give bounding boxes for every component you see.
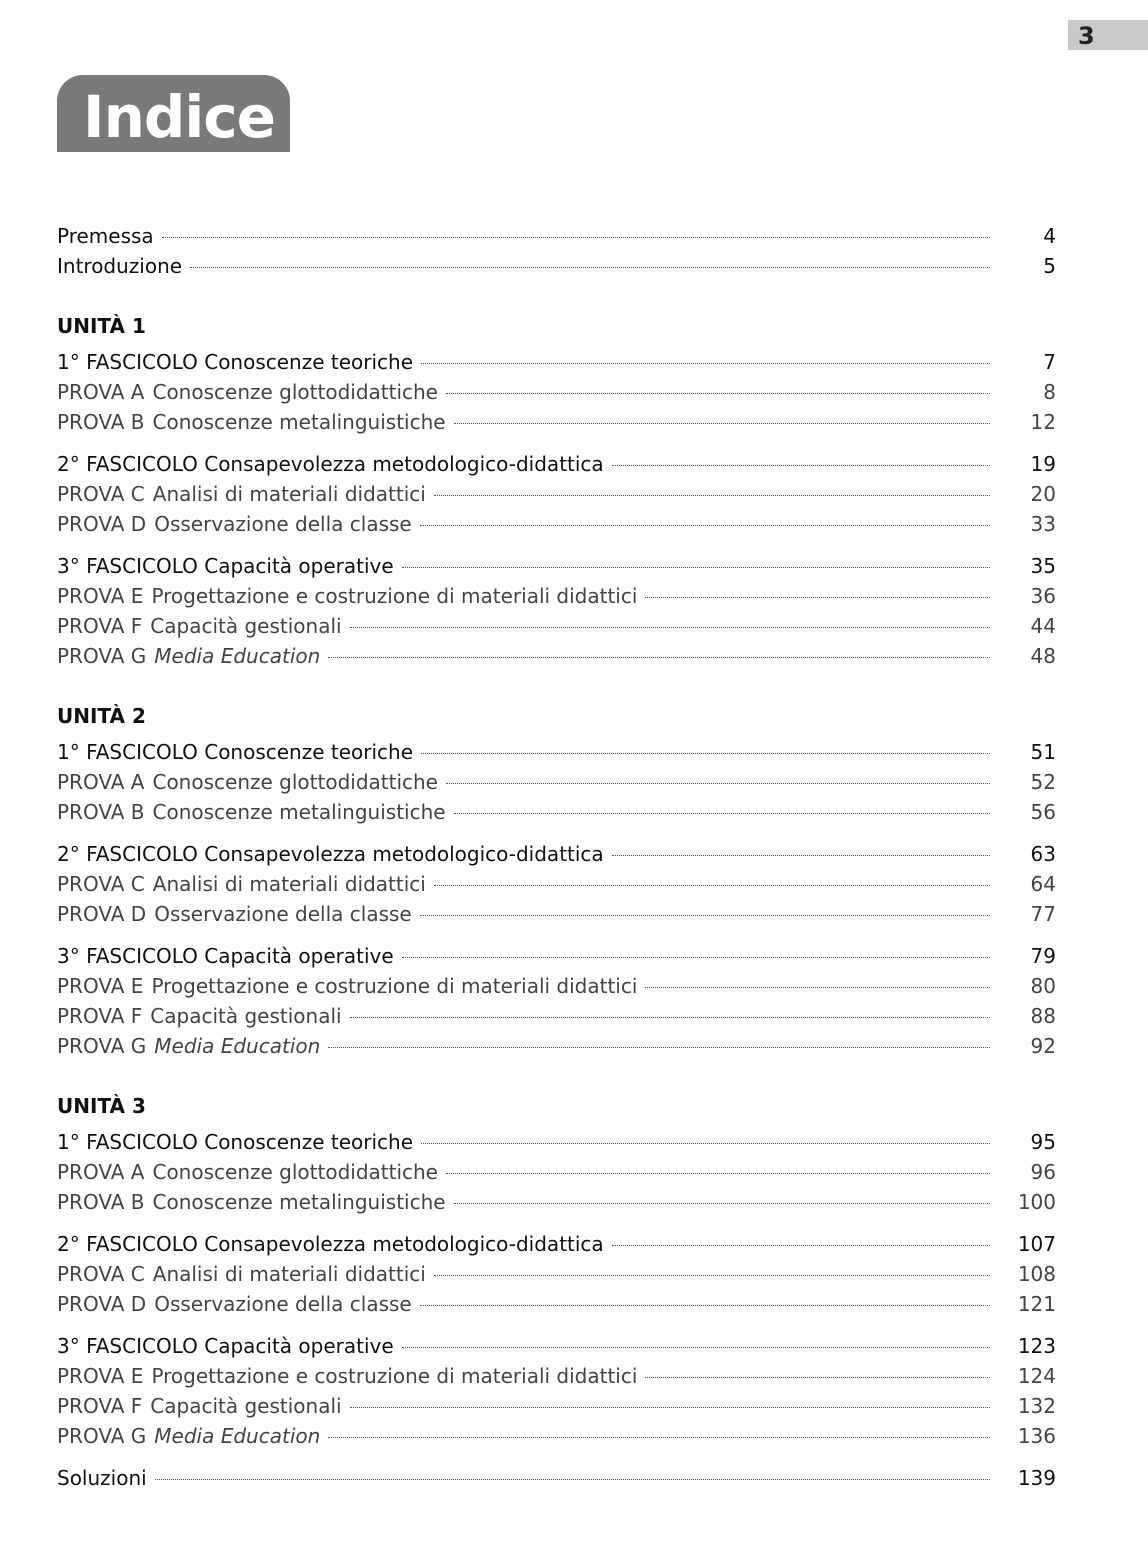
- toc-entry-label: [57, 1391, 342, 1421]
- unit-heading: UNITÀ 1: [57, 314, 146, 338]
- prova-code: PROVA B: [57, 410, 145, 434]
- toc-entry-label: [57, 869, 426, 899]
- toc-entry-label: [57, 1259, 426, 1289]
- toc-entry-label: Introduzione: [57, 254, 183, 278]
- toc-entry-page: 63: [1030, 842, 1056, 866]
- prova-title: Osservazione della classe: [154, 512, 412, 536]
- prova-title: Conoscenze metalinguistiche: [152, 1190, 446, 1214]
- toc-entry-prova[interactable]: [57, 581, 1056, 611]
- dot-leader: [645, 1376, 990, 1378]
- prova-title: Progettazione e costruzione di materiali didattici: [151, 584, 638, 608]
- dot-leader: [328, 656, 990, 658]
- toc-entry-label: 3° FASCICOLO Capacità operative: [57, 944, 394, 968]
- prova-code: PROVA G: [57, 644, 147, 668]
- toc-entry-label: [57, 479, 426, 509]
- toc-entry-prova[interactable]: [57, 869, 1056, 899]
- toc-entry-prova[interactable]: [57, 377, 1056, 407]
- toc-entry-page: 124: [1017, 1364, 1056, 1388]
- dot-leader: [350, 1406, 990, 1408]
- prova-code: PROVA A: [57, 380, 145, 404]
- toc-entry-fascicolo[interactable]: [57, 1331, 1056, 1361]
- prova-code: PROVA D: [57, 1292, 147, 1316]
- toc-entry-page: 136: [1017, 1424, 1056, 1448]
- prova-code: PROVA C: [57, 1262, 145, 1286]
- toc-entry-page: 92: [1030, 1034, 1056, 1058]
- toc-entry-page: 33: [1030, 512, 1056, 536]
- page-title: Indice: [57, 75, 290, 152]
- dot-leader: [421, 752, 990, 754]
- page-number-tab: 3: [1068, 20, 1148, 50]
- toc-entry-fascicolo[interactable]: [57, 839, 1056, 869]
- prova-code: PROVA G: [57, 1424, 147, 1448]
- prova-code: PROVA B: [57, 800, 145, 824]
- toc-entry-label: [57, 509, 412, 539]
- toc-entry-label: 2° FASCICOLO Consapevolezza metodologico-didattica: [57, 842, 604, 866]
- toc-entry-label: [57, 1289, 412, 1319]
- prova-code: PROVA E: [57, 974, 144, 998]
- dot-leader: [350, 626, 990, 628]
- toc-entry-page: 20: [1030, 482, 1056, 506]
- prova-title: Osservazione della classe: [154, 902, 412, 926]
- prova-title: Conoscenze metalinguistiche: [152, 410, 446, 434]
- toc-entry-label: [57, 611, 342, 641]
- toc-entry-prova[interactable]: [57, 611, 1056, 641]
- prova-code: PROVA C: [57, 482, 145, 506]
- prova-title: Analisi di materiali didattici: [152, 482, 426, 506]
- toc-entry-page: 96: [1030, 1160, 1056, 1184]
- dot-leader: [420, 524, 990, 526]
- toc-entry-page: 51: [1030, 740, 1056, 764]
- toc-entry-page: 48: [1030, 644, 1056, 668]
- toc-entry-page: 139: [1017, 1466, 1056, 1490]
- toc-entry-prova[interactable]: [57, 1361, 1056, 1391]
- toc-entry-label: [57, 407, 446, 437]
- toc-entry-label: [57, 1187, 446, 1217]
- toc-entry-label: 1° FASCICOLO Conoscenze teoriche: [57, 1130, 414, 1154]
- prova-title: Analisi di materiali didattici: [152, 872, 426, 896]
- toc-entry-page: 132: [1017, 1394, 1056, 1418]
- toc-entry-label: [57, 1421, 320, 1451]
- toc-entry-soluzioni[interactable]: [57, 1463, 1056, 1493]
- toc-entry-prova[interactable]: [57, 1289, 1056, 1319]
- prova-title: Conoscenze metalinguistiche: [152, 800, 446, 824]
- toc-entry-prova[interactable]: [57, 509, 1056, 539]
- dot-leader: [328, 1436, 990, 1438]
- dot-leader: [434, 884, 990, 886]
- toc-entry-prova[interactable]: [57, 641, 1056, 671]
- prova-code: PROVA F: [57, 1394, 143, 1418]
- dot-leader: [645, 986, 990, 988]
- toc-entry-label: Premessa: [57, 224, 154, 248]
- dot-leader: [454, 422, 990, 424]
- dot-leader: [190, 266, 990, 268]
- toc-entry-prova[interactable]: [57, 1187, 1056, 1217]
- toc-entry-label: [57, 641, 320, 671]
- toc-entry-prova[interactable]: [57, 971, 1056, 1001]
- toc-entry-label: 2° FASCICOLO Consapevolezza metodologico-didattica: [57, 452, 604, 476]
- dot-leader: [434, 1274, 990, 1276]
- toc-entry-label: Soluzioni: [57, 1466, 147, 1490]
- toc-entry-page: 12: [1030, 410, 1056, 434]
- prova-title: Progettazione e costruzione di materiali didattici: [151, 1364, 638, 1388]
- toc-entry-page: 64: [1030, 872, 1056, 896]
- toc-entry-page: 79: [1030, 944, 1056, 968]
- dot-leader: [434, 494, 990, 496]
- toc-entry-fascicolo[interactable]: [57, 1127, 1056, 1157]
- toc-entry-label: [57, 767, 438, 797]
- toc-entry-label: [57, 581, 637, 611]
- toc-entry-page: 88: [1030, 1004, 1056, 1028]
- dot-leader: [402, 956, 990, 958]
- prova-code: PROVA D: [57, 512, 147, 536]
- toc-entry-page: 7: [1043, 350, 1056, 374]
- dot-leader: [162, 236, 990, 238]
- toc-entry-premessa[interactable]: [57, 221, 1056, 251]
- toc-entry-prova[interactable]: [57, 1421, 1056, 1451]
- prova-title: Capacità gestionali: [150, 1004, 342, 1028]
- dot-leader: [446, 782, 990, 784]
- dot-leader: [421, 362, 990, 364]
- toc-entry-prova[interactable]: [57, 1157, 1056, 1187]
- prova-code: PROVA B: [57, 1190, 145, 1214]
- toc-entry-page: 8: [1043, 380, 1056, 404]
- toc-entry-label: 1° FASCICOLO Conoscenze teoriche: [57, 740, 414, 764]
- table-of-contents: [57, 221, 1056, 1493]
- toc-entry-page: 52: [1030, 770, 1056, 794]
- toc-entry-page: 77: [1030, 902, 1056, 926]
- dot-leader: [612, 464, 990, 466]
- dot-leader: [454, 1202, 990, 1204]
- toc-entry-fascicolo[interactable]: [57, 347, 1056, 377]
- toc-entry-fascicolo[interactable]: [57, 941, 1056, 971]
- prova-title: Media Education: [154, 1034, 321, 1058]
- toc-entry-prova[interactable]: [57, 797, 1056, 827]
- prova-title: Osservazione della classe: [154, 1292, 412, 1316]
- unit-heading: UNITÀ 2: [57, 704, 146, 728]
- units-container: [57, 281, 1056, 1451]
- prova-title: Capacità gestionali: [150, 1394, 342, 1418]
- prova-title: Conoscenze glottodidattiche: [152, 380, 438, 404]
- dot-leader: [420, 1304, 990, 1306]
- prova-code: PROVA E: [57, 584, 144, 608]
- toc-entry-prova[interactable]: [57, 899, 1056, 929]
- toc-entry-label: [57, 1031, 320, 1061]
- toc-entry-label: [57, 899, 412, 929]
- prova-title: Progettazione e costruzione di materiali didattici: [151, 974, 638, 998]
- prova-code: PROVA D: [57, 902, 147, 926]
- dot-leader: [421, 1142, 990, 1144]
- toc-entry-label: [57, 797, 446, 827]
- prova-code: PROVA G: [57, 1034, 147, 1058]
- toc-entry-label: [57, 1361, 637, 1391]
- prova-title: Conoscenze glottodidattiche: [152, 1160, 438, 1184]
- dot-leader: [645, 596, 990, 598]
- toc-entry-fascicolo[interactable]: [57, 1229, 1056, 1259]
- dot-leader: [420, 914, 990, 916]
- toc-entry-page: 56: [1030, 800, 1056, 824]
- toc-entry-prova[interactable]: [57, 407, 1056, 437]
- prova-code: PROVA F: [57, 614, 143, 638]
- prova-title: Media Education: [154, 1424, 321, 1448]
- toc-entry-prova[interactable]: [57, 1391, 1056, 1421]
- toc-entry-fascicolo[interactable]: [57, 737, 1056, 767]
- toc-entry-prova[interactable]: [57, 767, 1056, 797]
- dot-leader: [446, 392, 990, 394]
- toc-entry-page: 107: [1017, 1232, 1056, 1256]
- toc-entry-label: [57, 1001, 342, 1031]
- toc-entry-page: 80: [1030, 974, 1056, 998]
- toc-entry-label: 3° FASCICOLO Capacità operative: [57, 1334, 394, 1358]
- toc-entry-prova[interactable]: [57, 1001, 1056, 1031]
- toc-entry-label: [57, 971, 637, 1001]
- toc-entry-fascicolo[interactable]: [57, 449, 1056, 479]
- toc-entry-page: 95: [1030, 1130, 1056, 1154]
- toc-entry-page: 123: [1017, 1334, 1056, 1358]
- prova-code: PROVA F: [57, 1004, 143, 1028]
- prova-code: PROVA E: [57, 1364, 144, 1388]
- prova-code: PROVA A: [57, 1160, 145, 1184]
- dot-leader: [402, 566, 990, 568]
- toc-entry-label: 2° FASCICOLO Consapevolezza metodologico-didattica: [57, 1232, 604, 1256]
- toc-entry-page: 100: [1017, 1190, 1056, 1214]
- dot-leader: [454, 812, 990, 814]
- dot-leader: [612, 854, 990, 856]
- dot-leader: [446, 1172, 990, 1174]
- prova-code: PROVA A: [57, 770, 145, 794]
- toc-entry-prova[interactable]: [57, 1259, 1056, 1289]
- toc-entry-label: 1° FASCICOLO Conoscenze teoriche: [57, 350, 414, 374]
- prova-title: Analisi di materiali didattici: [152, 1262, 426, 1286]
- unit-heading: UNITÀ 3: [57, 1094, 146, 1118]
- toc-entry-prova[interactable]: [57, 1031, 1056, 1061]
- prova-code: PROVA C: [57, 872, 145, 896]
- toc-entry-page: 5: [1043, 254, 1056, 278]
- prova-title: Capacità gestionali: [150, 614, 342, 638]
- toc-entry-page: 36: [1030, 584, 1056, 608]
- dot-leader: [328, 1046, 990, 1048]
- toc-entry-page: 108: [1017, 1262, 1056, 1286]
- toc-entry-page: 4: [1043, 224, 1056, 248]
- toc-entry-label: 3° FASCICOLO Capacità operative: [57, 554, 394, 578]
- toc-entry-label: [57, 377, 438, 407]
- toc-entry-prova[interactable]: [57, 479, 1056, 509]
- dot-leader: [402, 1346, 990, 1348]
- dot-leader: [350, 1016, 990, 1018]
- dot-leader: [155, 1478, 990, 1480]
- dot-leader: [612, 1244, 990, 1246]
- toc-entry-page: 19: [1030, 452, 1056, 476]
- toc-entry-page: 121: [1017, 1292, 1056, 1316]
- toc-entry-fascicolo[interactable]: [57, 551, 1056, 581]
- prova-title: Media Education: [154, 644, 321, 668]
- prova-title: Conoscenze glottodidattiche: [152, 770, 438, 794]
- toc-entry-page: 35: [1030, 554, 1056, 578]
- toc-entry-label: [57, 1157, 438, 1187]
- toc-entry-page: 44: [1030, 614, 1056, 638]
- toc-entry-introduzione[interactable]: [57, 251, 1056, 281]
